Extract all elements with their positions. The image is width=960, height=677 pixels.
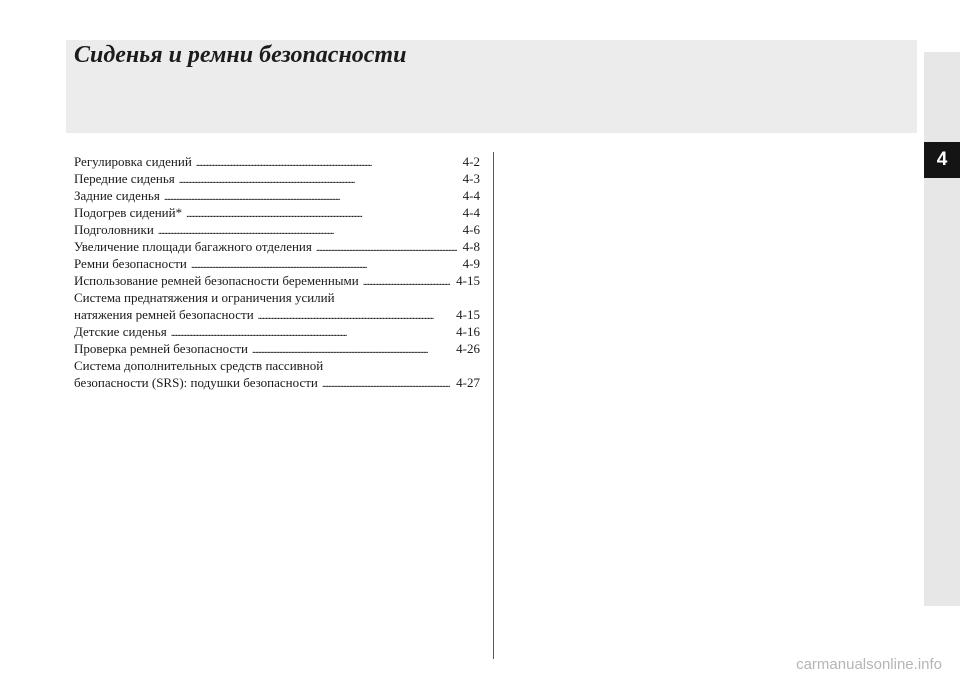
toc-entry-title: Детские сиденья: [74, 324, 167, 339]
table-of-contents: [74, 153, 480, 391]
toc-entry[interactable]: [74, 238, 480, 255]
toc-entry-line: [74, 357, 480, 374]
toc-entry-title: Задние сиденья: [74, 188, 160, 203]
toc-page-number: 4-4: [462, 188, 480, 203]
toc-page-number: 4-8: [462, 239, 480, 254]
toc-page-number: 4-3: [462, 171, 480, 186]
toc-entry-line: [74, 204, 480, 221]
toc-page-number: 4-15: [456, 307, 480, 322]
toc-entry-line: [74, 238, 480, 255]
toc-page-number: 4-15: [456, 273, 480, 288]
toc-entry-line: [74, 374, 480, 391]
toc-entry-title: Проверка ремней безопасности: [74, 341, 248, 356]
toc-entry-title: Регулировка сидений: [74, 154, 192, 169]
toc-entry[interactable]: [74, 204, 480, 221]
toc-entry-title: безопасности (SRS): подушки безопасности: [74, 375, 318, 390]
toc-entry-title: Система дополнительных средств пассивной: [74, 358, 324, 373]
toc-entry[interactable]: [74, 153, 480, 170]
toc-entry-line: [74, 187, 480, 204]
toc-page-number: 4-2: [462, 154, 480, 169]
toc-leader-dots: [363, 272, 450, 291]
toc-entry-line: [74, 340, 480, 357]
toc-entry-line: [74, 255, 480, 272]
column-divider: [493, 152, 494, 659]
toc-entry-line: [74, 272, 480, 289]
toc-leader-dots: [322, 374, 450, 393]
toc-page-number: 4-9: [462, 256, 480, 271]
toc-entry[interactable]: [74, 272, 480, 289]
toc-entry-title: Подогрев сидений*: [74, 205, 183, 220]
toc-entry-title: Использование ремней безопасности беременными: [74, 273, 359, 288]
toc-entry-line: [74, 323, 480, 340]
toc-entry[interactable]: [74, 340, 480, 357]
toc-entry-title: Система преднатяжения и ограничения усилий: [74, 290, 335, 305]
toc-entry-title: Увеличение площади багажного отделения: [74, 239, 312, 254]
toc-page-number: 4-16: [456, 324, 480, 339]
toc-page-number: 4-26: [456, 341, 480, 356]
chapter-number-badge: 4: [924, 142, 960, 178]
toc-entry[interactable]: [74, 170, 480, 187]
toc-entry[interactable]: [74, 255, 480, 272]
toc-entry-title: Передние сиденья: [74, 171, 175, 186]
toc-entry-title: натяжения ремней безопасности: [74, 307, 254, 322]
toc-entry[interactable]: [74, 221, 480, 238]
toc-page-number: 4-27: [456, 375, 480, 390]
watermark: carmanualsonline.info: [796, 656, 942, 673]
chapter-side-tab: [924, 52, 960, 606]
toc-entry[interactable]: [74, 289, 480, 323]
toc-entry-line: [74, 221, 480, 238]
toc-page-number: 4-6: [462, 222, 480, 237]
toc-page-number: 4-4: [462, 205, 480, 220]
toc-entry-title: Ремни безопасности: [74, 256, 187, 271]
toc-entry-line: [74, 153, 480, 170]
toc-entry[interactable]: [74, 357, 480, 391]
toc-entry[interactable]: [74, 323, 480, 340]
chapter-title: Сиденья и ремни безопасности: [74, 42, 407, 68]
toc-entry-line: [74, 306, 480, 323]
toc-entry-line: [74, 289, 480, 306]
toc-entry-line: [74, 170, 480, 187]
toc-entry[interactable]: [74, 187, 480, 204]
toc-entry-title: Подголовники: [74, 222, 154, 237]
